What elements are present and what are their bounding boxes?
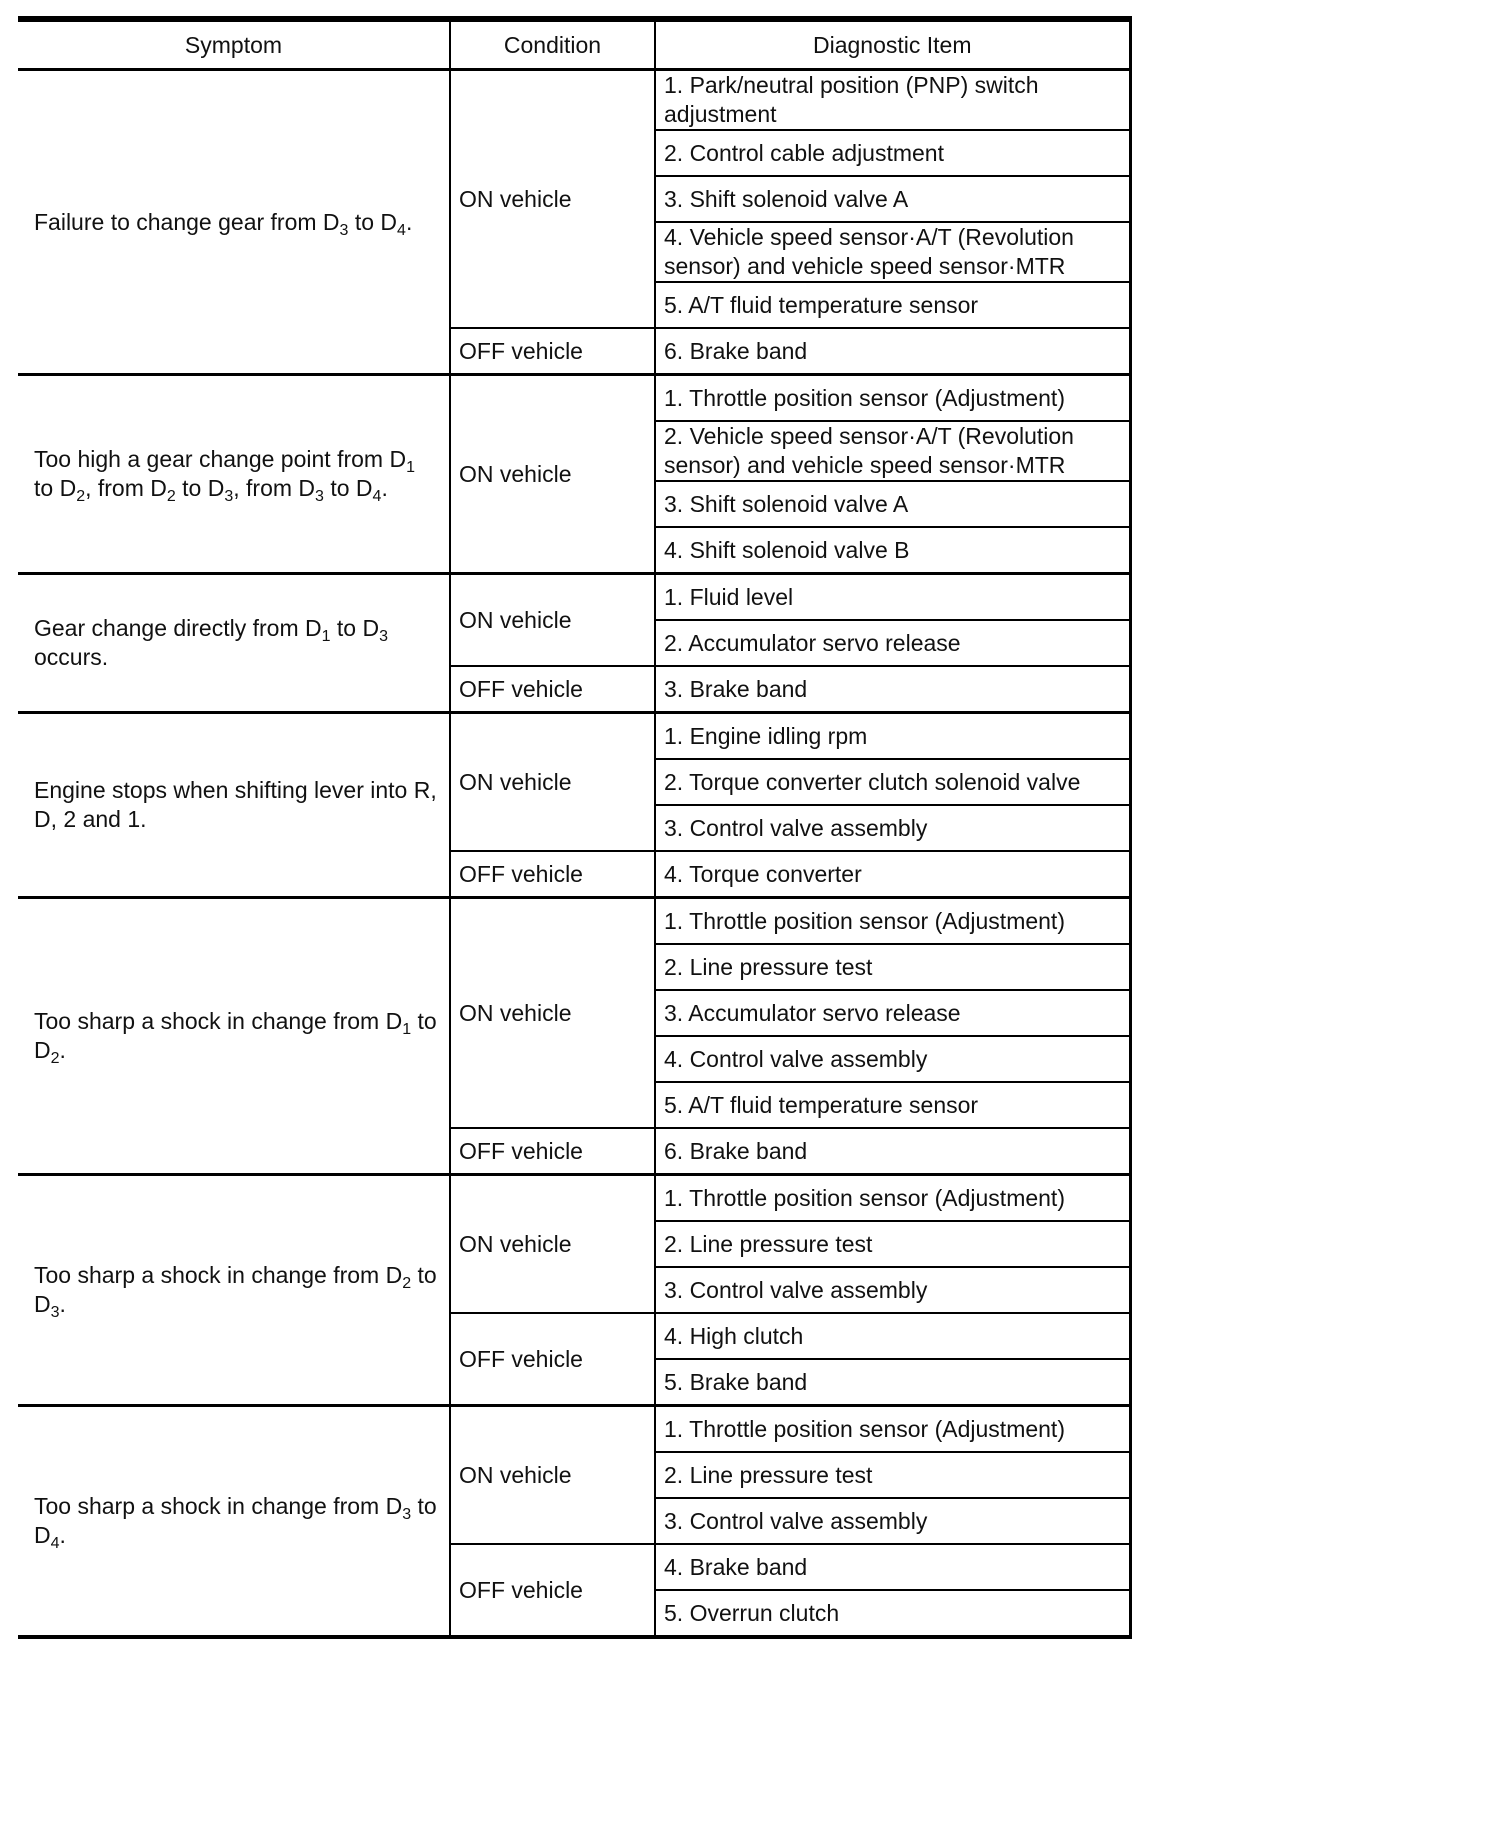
diagnostic-item-cell: 2. Vehicle speed sensor·A/T (Revolution sensor) and vehicle speed sensor·MTR — [655, 421, 1130, 481]
diagnostic-item-cell: 2. Control cable adjustment — [655, 130, 1130, 176]
diagnostic-item-cell: 6. Brake band — [655, 1128, 1130, 1175]
symptom-cell: Failure to change gear from $D_3$ to $D_4$. — [18, 70, 450, 375]
table-row — [18, 574, 1130, 621]
diagnostic-item-cell: 3. Shift solenoid valve A — [655, 176, 1130, 222]
diagnostic-item-cell: 3. Brake band — [655, 666, 1130, 713]
symptom-cell: Too sharp a shock in change from $D_3$ to $D_4$. — [18, 1406, 450, 1638]
diagnostic-item-cell: 4. Brake band — [655, 1544, 1130, 1590]
diagnostic-item-cell: 3. Control valve assembly — [655, 805, 1130, 851]
symptom-cell: Too sharp a shock in change from $D_1$ to $D_2$. — [18, 898, 450, 1175]
condition-cell: ON vehicle — [450, 1406, 655, 1545]
condition-cell: OFF vehicle — [450, 1544, 655, 1637]
diagnostic-item-cell: 5. A/T fluid temperature sensor — [655, 282, 1130, 328]
diagnostic-item-cell: 5. Brake band — [655, 1359, 1130, 1406]
diagnostic-item-cell: 2. Line pressure test — [655, 1221, 1130, 1267]
condition-cell: ON vehicle — [450, 1175, 655, 1314]
diagnostic-item-cell: 1. Throttle position sensor (Adjustment) — [655, 375, 1130, 422]
diagnostic-item-cell: 4. Vehicle speed sensor·A/T (Revolution sensor) and vehicle speed sensor·MTR — [655, 222, 1130, 282]
table-row — [18, 375, 1130, 422]
table-body — [18, 70, 1130, 1638]
diagnostic-item-cell: 1. Throttle position sensor (Adjustment) — [655, 898, 1130, 945]
diagnostic-item-cell: 3. Accumulator servo release — [655, 990, 1130, 1036]
table-row — [18, 1175, 1130, 1222]
table-row — [18, 1406, 1130, 1453]
diagnostic-item-cell: 4. Shift solenoid valve B — [655, 527, 1130, 574]
condition-cell: ON vehicle — [450, 898, 655, 1129]
diagnostic-item-cell: 5. A/T fluid temperature sensor — [655, 1082, 1130, 1128]
diagnostic-table — [18, 16, 1132, 1639]
diagnostic-item-cell: 3. Control valve assembly — [655, 1498, 1130, 1544]
diagnostic-item-cell: 1. Fluid level — [655, 574, 1130, 621]
diagnostic-item-cell: 1. Throttle position sensor (Adjustment) — [655, 1406, 1130, 1453]
diagnostic-item-cell: 4. Torque converter — [655, 851, 1130, 898]
header-row — [18, 19, 1130, 70]
condition-cell: OFF vehicle — [450, 851, 655, 898]
condition-cell: ON vehicle — [450, 713, 655, 852]
diagnostic-item-cell: 2. Line pressure test — [655, 1452, 1130, 1498]
diagnostic-item-cell: 3. Control valve assembly — [655, 1267, 1130, 1313]
table-row — [18, 70, 1130, 131]
diagnostic-item-cell: 4. Control valve assembly — [655, 1036, 1130, 1082]
condition-cell: OFF vehicle — [450, 328, 655, 375]
diagnostic-item-cell: 4. High clutch — [655, 1313, 1130, 1359]
table-row — [18, 713, 1130, 760]
symptom-cell: Engine stops when shifting lever into R, D, 2 and 1. — [18, 713, 450, 898]
symptom-cell: Too high a gear change point from $D_1$ to $D_2$, from $D_2$ to $D_3$, from $D_3$ to $D_4$. — [18, 375, 450, 574]
symptom-cell: Gear change directly from $D_1$ to $D_3$ occurs. — [18, 574, 450, 713]
condition-cell: OFF vehicle — [450, 666, 655, 713]
condition-cell: OFF vehicle — [450, 1313, 655, 1406]
diagnostic-item-cell: 1. Engine idling rpm — [655, 713, 1130, 760]
header-diagnostic-item: Diagnostic Item — [655, 19, 1130, 70]
condition-cell: ON vehicle — [450, 375, 655, 574]
table-header — [18, 19, 1130, 70]
header-condition: Condition — [450, 19, 655, 70]
condition-cell: ON vehicle — [450, 574, 655, 667]
diagnostic-item-cell: 3. Shift solenoid valve A — [655, 481, 1130, 527]
diagnostic-item-cell: 1. Park/neutral position (PNP) switch adjustment — [655, 70, 1130, 131]
diagnostic-item-cell: 1. Throttle position sensor (Adjustment) — [655, 1175, 1130, 1222]
symptom-cell: Too sharp a shock in change from $D_2$ to $D_3$. — [18, 1175, 450, 1406]
diagnostic-item-cell: 6. Brake band — [655, 328, 1130, 375]
diagnostic-item-cell: 5. Overrun clutch — [655, 1590, 1130, 1637]
diagnostic-item-cell: 2. Torque converter clutch solenoid valve — [655, 759, 1130, 805]
header-symptom: Symptom — [18, 19, 450, 70]
condition-cell: ON vehicle — [450, 70, 655, 329]
condition-cell: OFF vehicle — [450, 1128, 655, 1175]
diagnostic-item-cell: 2. Accumulator servo release — [655, 620, 1130, 666]
diagnostic-item-cell: 2. Line pressure test — [655, 944, 1130, 990]
table-row — [18, 898, 1130, 945]
